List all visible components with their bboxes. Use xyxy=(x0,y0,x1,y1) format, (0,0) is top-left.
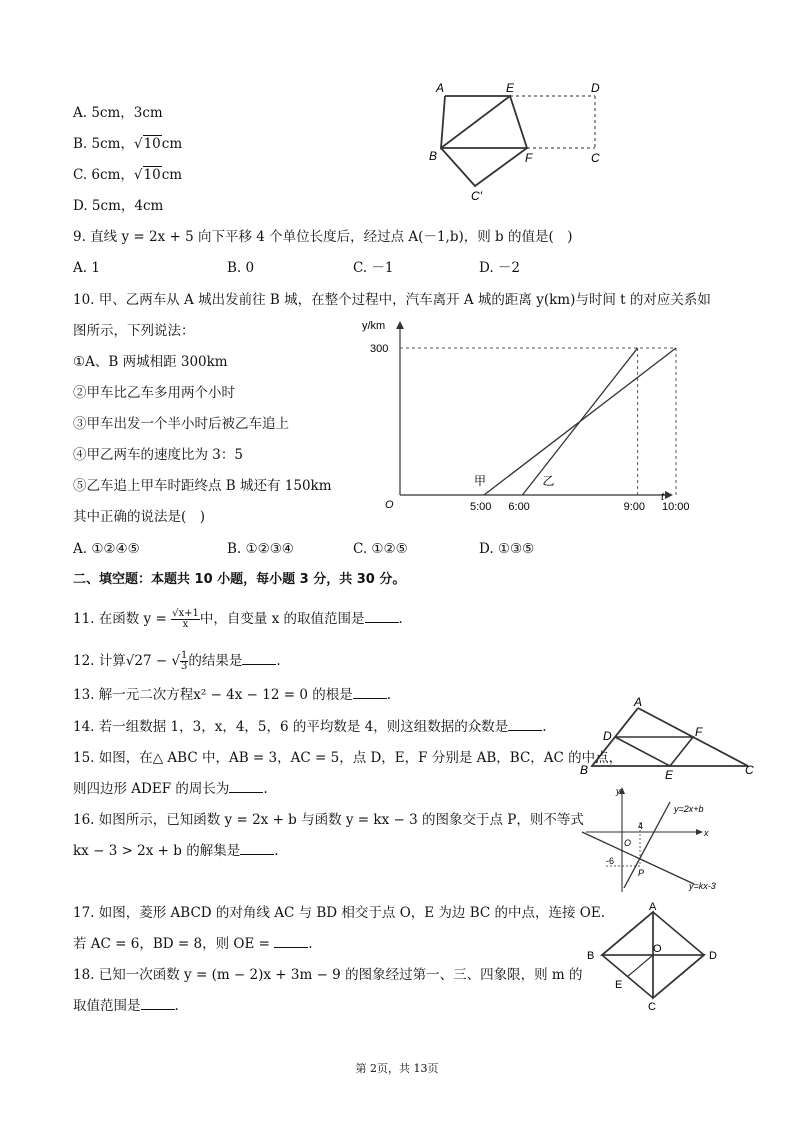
q15-line1: 15. 如图，在△ ABC 中，AB = 3，AC = 5，点 D，E，F 分别是 AB，BC，AC 的中点， xyxy=(73,750,623,766)
q8-label-d: D xyxy=(591,81,600,95)
q10-line1: 10. 甲、乙两车从 A 城出发前往 B 城，在整个过程中，汽车离开 A 城的距离 y(km)与时间 t 的对应关系如 xyxy=(73,292,711,308)
x-axis-label: t xyxy=(661,491,665,503)
series-label-1: 乙 xyxy=(542,474,555,488)
q15-answer-blank[interactable] xyxy=(229,780,263,793)
q18-line1: 18. 已知一次函数 y = (m − 2)x + 3m − 9 的图象经过第一、三、四象限，则 m 的 xyxy=(73,967,583,983)
q15-label-b: B xyxy=(580,763,589,777)
q8-label-b: B xyxy=(429,149,438,163)
q17-line1: 17. 如图，菱形 ABCD 的对角线 AC 与 BD 相交于点 O，E 为边 BC 的中点，连接 OE. xyxy=(73,905,605,921)
q11-answer-blank[interactable] xyxy=(365,610,399,623)
q14-text: 14. 若一组数据 1，3，x，4，5，6 的平均数是 4，则这组数据的众数是 . xyxy=(73,719,547,735)
x-tick-3: 10:00 xyxy=(662,501,690,513)
q17-label-o: O xyxy=(653,943,662,955)
section-2-heading: 二、填空题：本题共 10 小题，每小题 3 分，共 30 分。 xyxy=(73,572,406,587)
q13-text: 13. 解一元二次方程x² − 4x − 12 = 0 的根是 . xyxy=(73,687,392,703)
q17-answer-blank[interactable] xyxy=(274,935,308,948)
q8-label-c: C xyxy=(591,151,600,165)
q16-label-line2: y=kx-3 xyxy=(689,881,716,891)
q8-option-b: B. 5cm，√10cm xyxy=(73,136,183,152)
q17-label-a: A xyxy=(649,901,657,913)
x-tick-2: 9:00 xyxy=(623,501,646,513)
q16-label-line1: y=2x+b xyxy=(674,804,704,814)
q15-figure xyxy=(578,695,763,782)
x-tick-0: 5:00 xyxy=(470,501,492,513)
q12-fraction: $\frac{1}{3}$ xyxy=(181,650,188,672)
q8-option-c: C. 6cm，√10cm xyxy=(73,167,183,183)
q17-label-c: C xyxy=(648,1001,656,1013)
q10-chart xyxy=(350,315,690,520)
q13-answer-blank[interactable] xyxy=(353,686,387,699)
q16-answer-blank[interactable] xyxy=(240,842,274,855)
q16-line1: 16. 如图所示，已知函数 y = 2x + b 与函数 y = kx − 3 的图象交于点 P，则不等式 xyxy=(73,812,584,828)
q17-label-d: D xyxy=(709,950,717,962)
y-tick-300: 300 xyxy=(370,343,389,355)
q9-option-d: D. －2 xyxy=(479,260,521,276)
q8-label-e: E xyxy=(506,81,515,95)
q14-answer-blank[interactable] xyxy=(508,718,542,731)
q18-line2: 取值范围是 . xyxy=(73,998,179,1014)
q17-line2: 若 AC = 6，BD = 8，则 OE = . xyxy=(73,936,313,952)
y-axis-arrow xyxy=(396,321,404,329)
q16-label-p: P xyxy=(638,868,645,878)
q16-label-y: y xyxy=(616,786,621,796)
q10-option-d: D. ①③⑤ xyxy=(479,541,535,557)
q9-option-a: A. 1 xyxy=(73,260,100,276)
x-tick-1: 6:00 xyxy=(508,501,530,513)
q9-option-b: B. 0 xyxy=(227,260,255,276)
series-label-0: 甲 xyxy=(474,474,487,488)
q10-question: 其中正确的说法是( ) xyxy=(73,509,206,525)
q10-option-b: B. ①②③④ xyxy=(227,541,294,557)
q9-text: 9. 直线 y = 2x + 5 向下平移 4 个单位长度后，经过点 A(－1,b)，则 b 的值是( ) xyxy=(73,229,573,245)
q12-answer-blank[interactable] xyxy=(242,652,276,665)
q15-line2: 则四边形 ADEF 的周长为 . xyxy=(73,781,268,797)
q12-text: 12. 计算√27 − √ $\frac{1}{3}$ 的结果是 . xyxy=(73,650,281,672)
series-line-1 xyxy=(522,348,637,495)
q8-label-f: F xyxy=(525,151,533,165)
q10-option-c: C. ①②⑤ xyxy=(353,541,408,557)
q8-option-a: A. 5cm，3cm xyxy=(73,105,163,121)
q10-statement-3: ③甲车出发一个半小时后被乙车追上 xyxy=(73,416,289,432)
q15-label-d: D xyxy=(603,729,612,743)
y-axis-label: y/km xyxy=(362,320,386,332)
q10-statement-4: ④甲乙两车的速度比为 3：5 xyxy=(73,447,243,463)
q15-label-f: F xyxy=(695,725,703,739)
q15-label-a: A xyxy=(634,695,643,709)
q9-option-c: C. －1 xyxy=(353,260,394,276)
x-axis-arrow xyxy=(665,491,673,499)
q10-option-a: A. ①②④⑤ xyxy=(73,541,140,557)
page-footer: 第 2页，共 13页 xyxy=(355,1062,439,1075)
q8-figure xyxy=(425,76,615,206)
q17-label-b: B xyxy=(587,950,595,962)
q16-label-o: O xyxy=(624,838,632,848)
q11-text: 11. 在函数 y = $\frac{√x+1}{x}$ 中，自变量 x 的取值范围是 . xyxy=(73,608,403,630)
q17-label-e: E xyxy=(615,979,623,991)
q8-option-d: D. 5cm，4cm xyxy=(73,198,164,214)
q16-label-4: 4 xyxy=(638,821,644,831)
q10-line2: 图所示，下列说法： xyxy=(73,323,195,339)
q11-fraction: $\frac{√x+1}{x}$ xyxy=(172,608,199,630)
q10-statement-2: ②甲车比乙车多用两个小时 xyxy=(73,385,235,401)
origin-label: O xyxy=(385,499,394,511)
q16-figure xyxy=(578,782,728,894)
q15-label-c: C xyxy=(745,763,754,777)
q16-line2: kx − 3 > 2x + b 的解集是 . xyxy=(73,843,279,859)
q18-answer-blank[interactable] xyxy=(141,997,175,1010)
q10-statement-5: ⑤乙车追上甲车时距终点 B 城还有 150km xyxy=(73,478,332,494)
q16-label-x: x xyxy=(704,828,709,838)
q10-statement-1: ①A、B 两城相距 300km xyxy=(73,354,228,370)
q16-label-neg6: -6 xyxy=(606,856,615,866)
q8-label-c-prime: C' xyxy=(471,189,482,203)
q15-label-e: E xyxy=(665,768,674,782)
q8-label-a: A xyxy=(436,81,445,95)
